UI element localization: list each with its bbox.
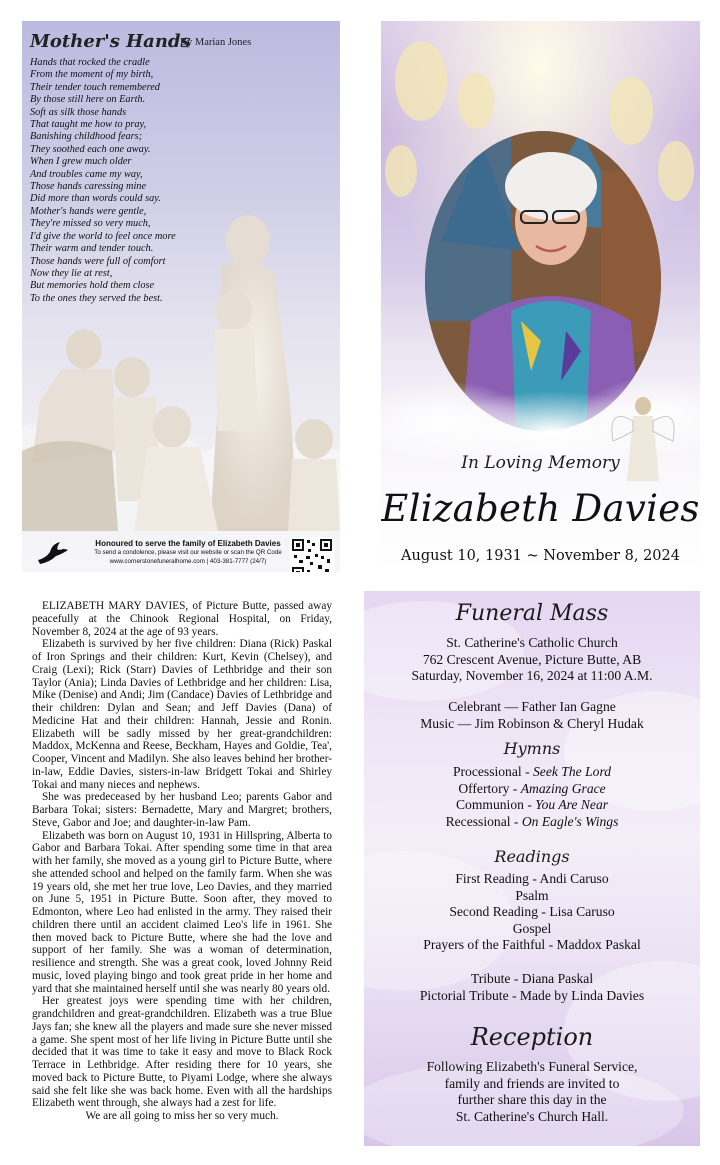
poem-line: They soothed each one away. xyxy=(30,143,151,155)
life-dates: August 10, 1931 ~ November 8, 2024 xyxy=(401,548,680,564)
hymn-title: You Are Near xyxy=(535,797,609,812)
hymn-role: Offertory - xyxy=(458,780,521,796)
poem-body xyxy=(30,57,330,305)
reading-item: Psalm xyxy=(515,887,549,903)
poem-line: Their warm and tender touch. xyxy=(30,243,154,255)
memorial-portrait-image xyxy=(381,21,700,481)
obituary-paragraph: She was predeceased by her husband Leo; parents Gabor and Barbara Tokai; sisters: Bernadette, Mary and Margret; brothers, Steve, Gabor and Joe; and daughter-in-law Pam. xyxy=(32,791,332,829)
funeral-mass-heading: Funeral Mass xyxy=(455,601,609,626)
poem-line: And troubles came my way, xyxy=(30,168,143,180)
funeral-home-contact[interactable]: www.cornerstonefuneralhome.com | 403-381-7777 (24/7) xyxy=(109,557,267,565)
service-panel xyxy=(364,591,700,1146)
hymn-role: Communion - xyxy=(455,797,536,812)
reception-heading: Reception xyxy=(470,1023,594,1051)
poem-line: Banishing childhood fears; xyxy=(30,131,143,143)
poem-line: That taught me how to pray, xyxy=(30,119,147,131)
obituary-text xyxy=(32,600,332,1123)
poem-line: To the ones they served the best. xyxy=(30,292,163,304)
qr-code-icon[interactable] xyxy=(290,537,334,572)
music-line: Music — Jim Robinson & Cheryl Hudak xyxy=(420,715,644,731)
poem-line: Did more than words could say. xyxy=(30,193,161,205)
church-address: 762 Crescent Avenue, Picture Butte, AB xyxy=(422,651,642,667)
poem-line: Soft as silk those hands xyxy=(30,106,127,118)
hymn-title: Amazing Grace xyxy=(520,780,606,796)
poem-line: Those hands were full of comfort xyxy=(30,255,166,267)
hymns-heading: Hymns xyxy=(503,739,561,758)
cover-panel xyxy=(381,21,700,572)
poem-line: Those hands caressing mine xyxy=(30,181,147,193)
obituary-paragraph: Elizabeth was born on August 10, 1931 in Hillspring, Alberta to Gabor and Barbara Tokai. After spending some time in that area with her family, she moved as a young girl to Picture Butte, where she attended school and helped on the family farm. When she was 19 years old, she met her true love, Leo Davies, and they married on June 5, 1951 in Picture Butte. Soon after, they moved to Edmonton, where Leo had enlisted in the army. They raised their children there until an accident claimed Leo's life in 1961. She then moved back to Picture Butte, where she had the love and support of her family. She was a woman of determination, resilience and strength. She was a great cook, loved Johnny Reid music, loved playing bingo and took great pride in her home and yard that she maintained herself until she was nearly 80 years old. xyxy=(32,829,332,995)
celebrant-line: Celebrant — Father Ian Gagne xyxy=(448,699,616,714)
poem-line: Mother's hands were gentle, xyxy=(30,205,147,217)
hymn-item xyxy=(364,797,700,814)
in-loving-memory-heading: In Loving Memory xyxy=(461,453,620,473)
hymn-title: Seek The Lord xyxy=(533,764,612,779)
reception-details xyxy=(364,1059,700,1125)
readings-heading: Readings xyxy=(494,847,570,866)
reception-line: further share this day in the xyxy=(457,1092,607,1107)
poem-line: Their tender touch remembered xyxy=(30,81,160,93)
hymn-item xyxy=(364,764,700,781)
service-location xyxy=(364,635,700,685)
reception-line: St. Catherine's Church Hall. xyxy=(455,1108,609,1124)
poem-panel xyxy=(22,21,340,572)
hymn-item xyxy=(364,781,700,798)
poem-line: But memories hold them close xyxy=(30,280,155,292)
hymns-list xyxy=(364,764,700,830)
obituary-paragraph: Her greatest joys were spending time with her children, grandchildren and great-grandchildren. Elizabeth was a true Blue Jays fan; she knew all the players and made sure she never missed a game. She spent most of her life living in Picture Butte until she decided that it was time to take it easy and move to Black Rock Terrace in Lethbridge. After residing there for 10 years, she moved back to Picture Butte, to Piyami Lodge, where she always said she felt like she was back home. Even with all the hardships Elizabeth went through, she always had a zest for life. xyxy=(32,995,332,1110)
tributes-list xyxy=(364,971,700,1004)
poem-line: They're missed so very much, xyxy=(30,218,151,230)
poem-line: I'd give the world to feel once more xyxy=(30,230,176,242)
obituary-panel xyxy=(22,591,340,1146)
service-datetime: Saturday, November 16, 2024 at 11:00 A.M. xyxy=(411,668,653,683)
obituary-paragraph: ELIZABETH MARY DAVIES, of Picture Butte, passed away peacefully at the Chinook Regional Hospital, on Friday, November 8, 2024 at the age of 93 years. xyxy=(32,600,332,638)
honour-line: Honoured to serve the family of Elizabeth Davies xyxy=(95,539,281,548)
reading-item: Gospel xyxy=(512,920,552,936)
dove-icon xyxy=(36,540,70,566)
poem-author: By Marian Jones xyxy=(180,37,252,48)
hymn-role: Recessional - xyxy=(445,813,522,829)
reception-line: family and friends are invited to xyxy=(444,1075,620,1091)
deceased-name: Elizabeth Davies xyxy=(381,487,700,530)
condolence-line: To send a condolence, please visit our website or scan the QR Code xyxy=(94,549,282,556)
poem-title: Mother's Hands xyxy=(30,31,191,52)
funeral-home-text xyxy=(72,539,304,566)
tribute-item: Tribute - Diana Paskal xyxy=(470,971,594,986)
officiants xyxy=(364,699,700,732)
church-name: St. Catherine's Catholic Church xyxy=(446,635,618,650)
hymn-title: On Eagle's Wings xyxy=(521,813,619,829)
poem-line: Now they lie at rest, xyxy=(30,267,113,279)
poem-line: Hands that rocked the cradle xyxy=(30,57,150,68)
reading-item: Second Reading - Lisa Caruso xyxy=(449,904,615,919)
obituary-closing: We are all going to miss her so very much. xyxy=(85,1110,279,1122)
readings-list xyxy=(364,871,700,954)
reading-item: First Reading - Andi Caruso xyxy=(455,871,609,886)
tribute-item: Pictorial Tribute - Made by Linda Davies xyxy=(419,987,645,1003)
poem-line: From the moment of my birth, xyxy=(30,69,154,81)
obituary-paragraph: Elizabeth is survived by her five children: Diana (Rick) Paskal of Iron Springs and their children: Kurt, Kevin (Chelsey), and Craig (Lexi); Rick (Starr) Davies of Lethbridge and their son Taylor (Ania); Linda Davies of Lethbridge and her children: Lisa, Mike (Denise) and Andi; Jim (Candace) Davies of Lethbridge and their children: Dylan and Sean; and Jeff Davies (Dana) of Medicine Hat and their children: Hannah, Jessie and Ronin. Elizabeth will be sadly missed by her great-grandchildren: Maddox, McKenna and Reese, Beckham, Hayes and Goldie, Tea', Cooper, Vincent and Madilyn. She also leaves behind her brother-in-law, Eddie Davies, sisters-in-law Bridgett Tokai and Shirley Tokai and many nieces and nephews. xyxy=(32,638,332,791)
poem-line: By those still here on Earth. xyxy=(30,94,146,106)
hymn-item xyxy=(364,814,700,831)
poem-line: When I grew much older xyxy=(30,156,132,168)
reading-item: Prayers of the Faithful - Maddox Paskal xyxy=(423,937,641,952)
reception-line: Following Elizabeth's Funeral Service, xyxy=(426,1059,638,1074)
funeral-home-footer xyxy=(22,537,340,572)
hymn-role: Processional - xyxy=(452,764,533,779)
